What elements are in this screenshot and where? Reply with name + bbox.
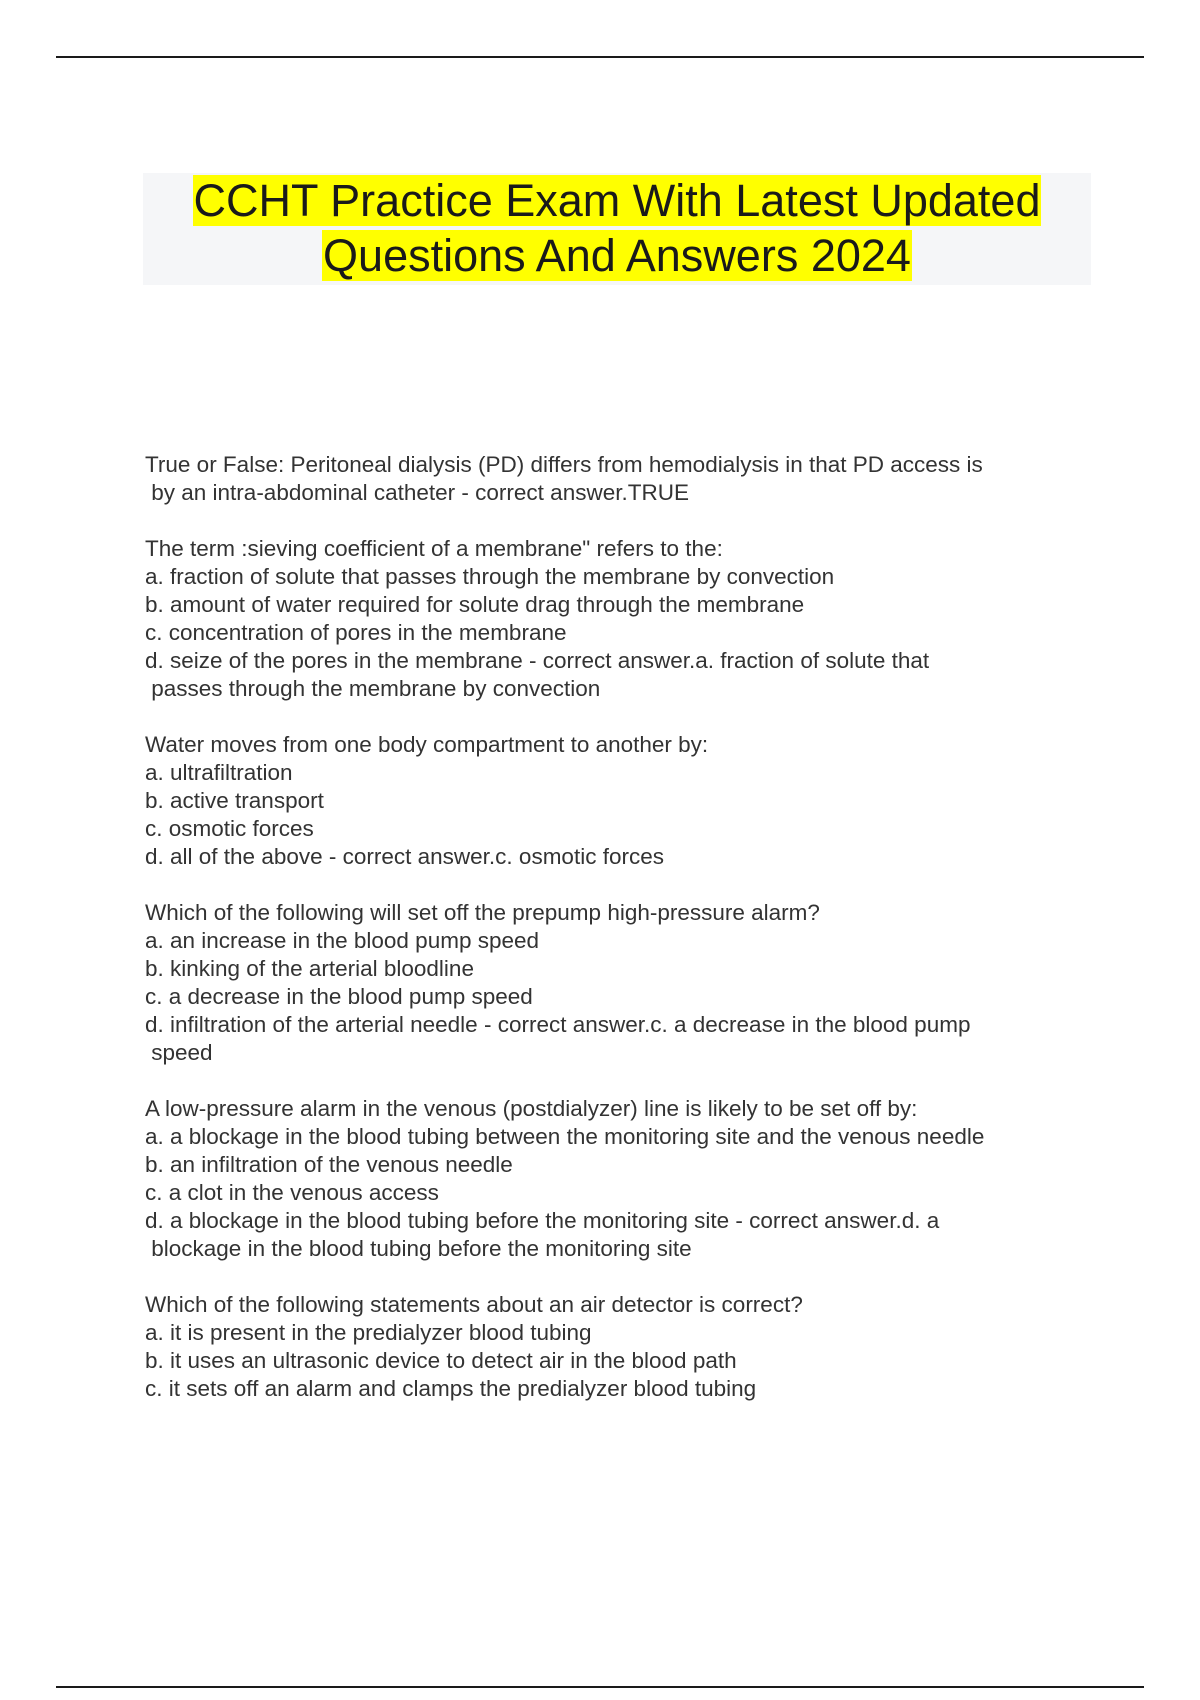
- document-title-line-2: [143, 228, 1091, 283]
- answer-text: passes through the membrane by convection: [145, 676, 601, 701]
- question-text: Which of the following will set off the prepump high-pressure alarm?: [145, 900, 820, 925]
- question-text: Water moves from one body compartment to another by:: [145, 732, 709, 757]
- option-text: b. it uses an ultrasonic device to detect air in the blood path: [145, 1348, 737, 1373]
- question-block: [145, 899, 1085, 1067]
- option-text: b. amount of water required for solute drag through the membrane: [145, 592, 805, 617]
- option-text: d. a blockage in the blood tubing before the monitoring site - correct answer.d. a: [145, 1208, 940, 1233]
- question-block: [145, 1291, 1085, 1403]
- question-block: [145, 535, 1085, 703]
- option-text: c. osmotic forces: [145, 816, 314, 841]
- question-text: A low-pressure alarm in the venous (postdialyzer) line is likely to be set off by:: [145, 1096, 918, 1121]
- title-highlight-1: CCHT Practice Exam With Latest Updated: [193, 175, 1041, 226]
- question-block: [145, 1095, 1085, 1263]
- question-block: [145, 731, 1085, 871]
- top-rule: [56, 56, 1144, 58]
- question-text: Which of the following statements about an air detector is correct?: [145, 1292, 803, 1317]
- answer-text: by an intra-abdominal catheter - correct answer.TRUE: [145, 480, 689, 505]
- option-text: a. ultrafiltration: [145, 760, 293, 785]
- document-title-line-1: [143, 173, 1091, 228]
- question-text: The term :sieving coefficient of a membrane" refers to the:: [145, 536, 723, 561]
- option-text: a. a blockage in the blood tubing between the monitoring site and the venous needle: [145, 1124, 985, 1149]
- option-text: b. kinking of the arterial bloodline: [145, 956, 474, 981]
- question-text: True or False: Peritoneal dialysis (PD) differs from hemodialysis in that PD access is: [145, 452, 983, 477]
- bottom-rule: [56, 1686, 1144, 1688]
- question-block: [145, 451, 1085, 507]
- option-text: c. it sets off an alarm and clamps the predialyzer blood tubing: [145, 1376, 757, 1401]
- title-highlight-2: Questions And Answers 2024: [323, 230, 911, 281]
- option-text: b. an infiltration of the venous needle: [145, 1152, 513, 1177]
- option-text: a. fraction of solute that passes through the membrane by convection: [145, 564, 835, 589]
- option-text: d. all of the above - correct answer.c. osmotic forces: [145, 844, 664, 869]
- option-text: b. active transport: [145, 788, 324, 813]
- option-text: c. a clot in the venous access: [145, 1180, 439, 1205]
- option-text: d. infiltration of the arterial needle - correct answer.c. a decrease in the blood pump: [145, 1012, 971, 1037]
- option-text: c. concentration of pores in the membrane: [145, 620, 567, 645]
- answer-text: speed: [145, 1040, 213, 1065]
- question-list: [145, 451, 1085, 1431]
- answer-text: blockage in the blood tubing before the monitoring site: [145, 1236, 692, 1261]
- option-text: a. it is present in the predialyzer blood tubing: [145, 1320, 592, 1345]
- option-text: d. seize of the pores in the membrane - correct answer.a. fraction of solute that: [145, 648, 930, 673]
- document-title-block: [143, 173, 1091, 285]
- option-text: a. an increase in the blood pump speed: [145, 928, 540, 953]
- option-text: c. a decrease in the blood pump speed: [145, 984, 533, 1009]
